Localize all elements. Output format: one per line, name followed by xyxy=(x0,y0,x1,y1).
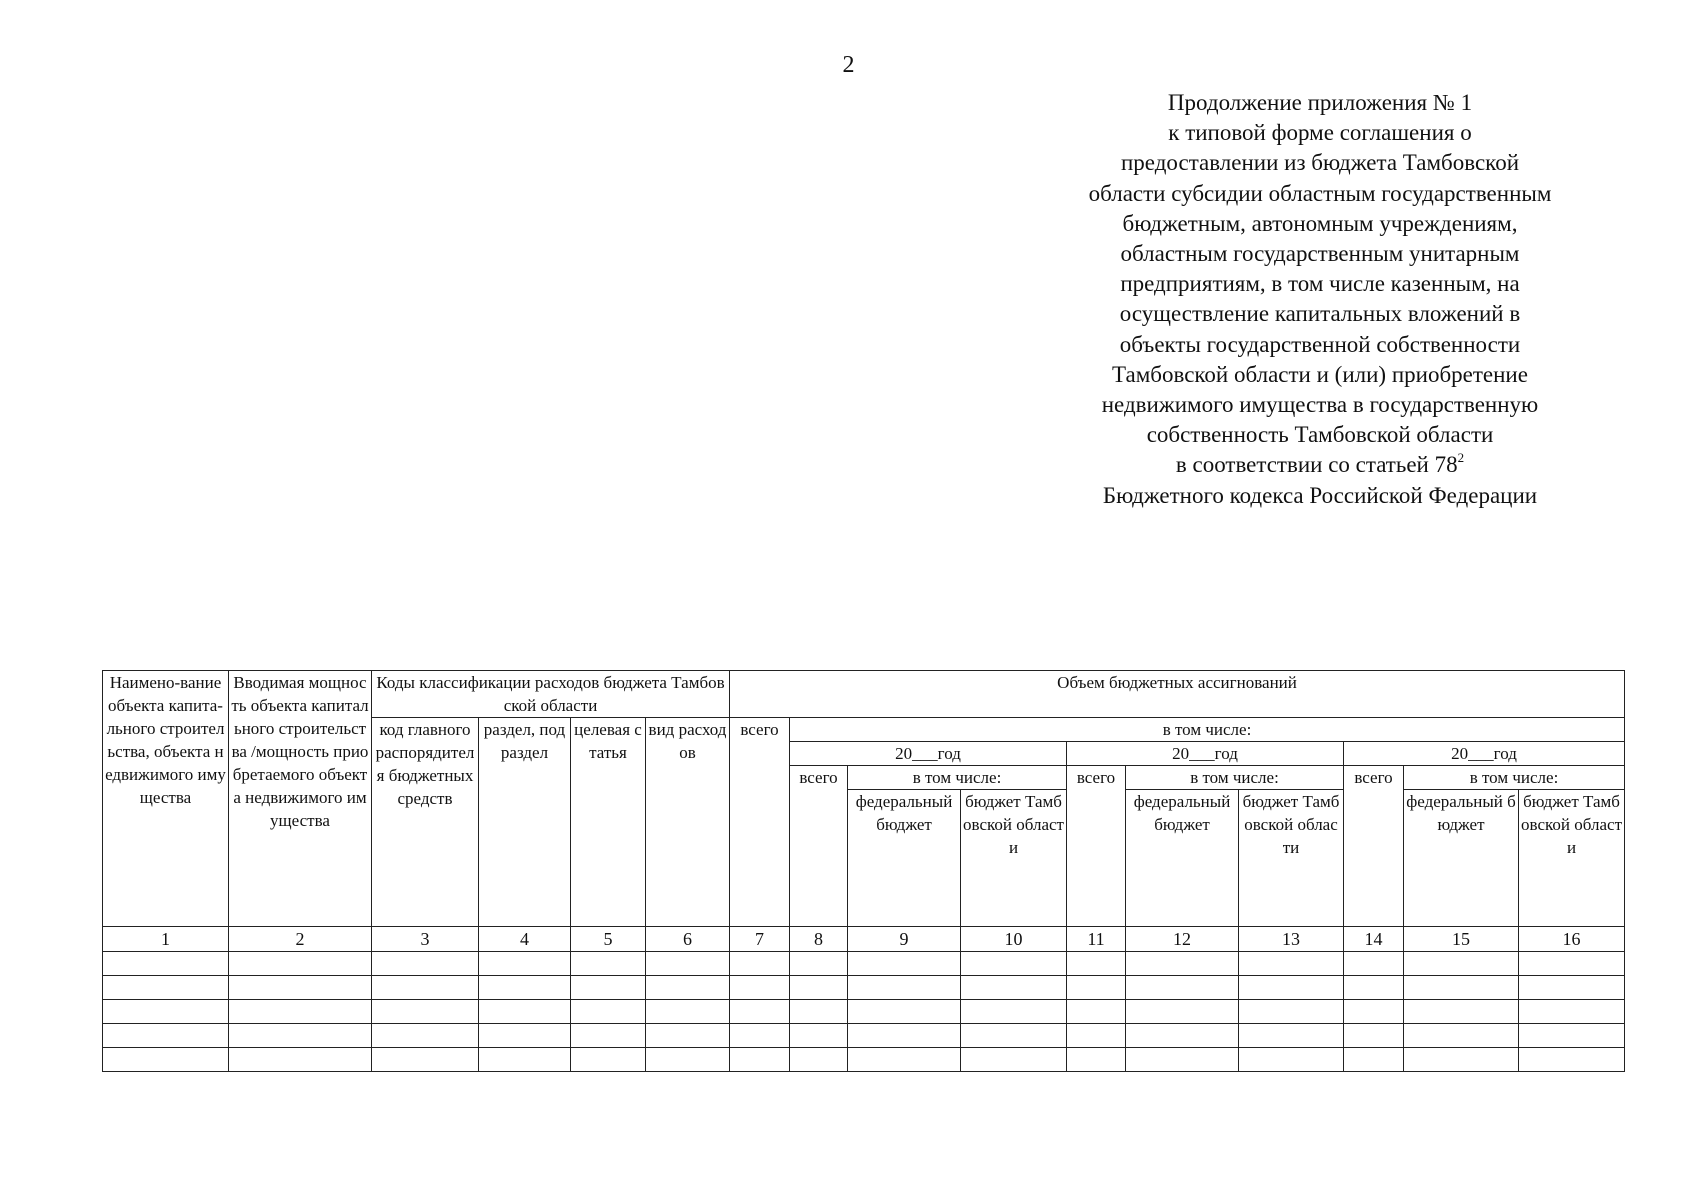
page-number: 2 xyxy=(842,52,855,78)
appendix-line: Продолжение приложения № 1 xyxy=(1167,90,1473,115)
empty-cell xyxy=(1519,1024,1625,1048)
empty-row xyxy=(103,1024,1625,1048)
header-code-main-admin: код главного распорядителя бюджетных средств xyxy=(372,718,479,927)
empty-cell xyxy=(571,952,646,976)
article-superscript: 2 xyxy=(1457,449,1465,465)
empty-cell xyxy=(229,952,372,976)
appendix-line: предоставлении из бюджета Тамбовской xyxy=(1121,150,1519,176)
header-year-3-federal: федеральный бюджет xyxy=(1404,790,1519,927)
empty-cell xyxy=(1404,952,1519,976)
appendix-line: недвижимого имущества в государственную xyxy=(1101,392,1539,418)
empty-cell xyxy=(646,1048,730,1072)
empty-cell xyxy=(1067,1048,1126,1072)
column-number: 12 xyxy=(1126,927,1239,952)
header-object-name: Наимено-вание объекта капита-льного строительства, объекта недвижимого имущества xyxy=(103,671,229,927)
empty-cell xyxy=(1404,1024,1519,1048)
empty-cell xyxy=(479,1048,571,1072)
column-number: 14 xyxy=(1344,927,1404,952)
table-body xyxy=(103,927,1625,1072)
empty-cell xyxy=(730,976,790,1000)
column-number: 3 xyxy=(372,927,479,952)
empty-cell xyxy=(848,1000,961,1024)
header-year-1-total: всего xyxy=(790,766,848,927)
empty-cell xyxy=(730,952,790,976)
column-number: 13 xyxy=(1239,927,1344,952)
appendix-line: собственность Тамбовской области xyxy=(1146,422,1494,448)
empty-cell xyxy=(1344,952,1404,976)
empty-cell xyxy=(229,1024,372,1048)
header-year-2-including: в том числе: xyxy=(1126,766,1344,790)
header-code-section: раздел, подраздел xyxy=(479,718,571,927)
column-number: 7 xyxy=(730,927,790,952)
column-number: 2 xyxy=(229,927,372,952)
empty-cell xyxy=(1239,1024,1344,1048)
column-number: 11 xyxy=(1067,927,1126,952)
column-number: 4 xyxy=(479,927,571,952)
empty-cell xyxy=(103,952,229,976)
header-year-1-regional: бюджет Тамбовской области xyxy=(961,790,1067,927)
column-number: 6 xyxy=(646,927,730,952)
header-year-2: 20___год xyxy=(1067,742,1344,766)
header-year-1-federal: федеральный бюджет xyxy=(848,790,961,927)
empty-cell xyxy=(1239,976,1344,1000)
empty-cell xyxy=(479,976,571,1000)
column-number: 15 xyxy=(1404,927,1519,952)
header-year-1-including: в том числе: xyxy=(848,766,1067,790)
column-number-row xyxy=(103,927,1625,952)
empty-cell xyxy=(1344,1048,1404,1072)
appendix-line: бюджетным, автономным учреждениям, xyxy=(1122,210,1518,236)
empty-cell xyxy=(1344,1024,1404,1048)
empty-cell xyxy=(961,1024,1067,1048)
header-year-3-total: всего xyxy=(1344,766,1404,927)
empty-cell xyxy=(372,1024,479,1048)
empty-cell xyxy=(730,1024,790,1048)
empty-cell xyxy=(229,976,372,1000)
appendix-header xyxy=(1020,88,1620,511)
column-number: 10 xyxy=(961,927,1067,952)
empty-cell xyxy=(1404,976,1519,1000)
header-year-3-including: в том числе: xyxy=(1404,766,1625,790)
empty-cell xyxy=(1067,952,1126,976)
empty-cell xyxy=(571,1048,646,1072)
empty-cell xyxy=(1344,976,1404,1000)
empty-cell xyxy=(479,1000,571,1024)
empty-cell xyxy=(1519,1048,1625,1072)
empty-cell xyxy=(1067,1024,1126,1048)
empty-cell xyxy=(479,1024,571,1048)
empty-cell xyxy=(1126,1000,1239,1024)
empty-cell xyxy=(848,1048,961,1072)
appendix-line: областным государственным унитарным xyxy=(1120,241,1520,267)
header-year-3: 20___год xyxy=(1344,742,1625,766)
empty-cell xyxy=(961,952,1067,976)
empty-cell xyxy=(372,1000,479,1024)
empty-row xyxy=(103,952,1625,976)
empty-cell xyxy=(103,1024,229,1048)
empty-cell xyxy=(1344,1000,1404,1024)
empty-cell xyxy=(730,1048,790,1072)
empty-cell xyxy=(229,1000,372,1024)
article-text: в соответствии со статьей 78 xyxy=(1175,452,1458,478)
empty-cell xyxy=(1126,1048,1239,1072)
empty-cell xyxy=(1239,1000,1344,1024)
empty-cell xyxy=(571,1024,646,1048)
empty-row xyxy=(103,1048,1625,1072)
empty-cell xyxy=(790,1000,848,1024)
appendix-line: осуществление капитальных вложений в xyxy=(1119,301,1521,327)
header-including: в том числе: xyxy=(790,718,1625,742)
empty-cell xyxy=(1404,1000,1519,1024)
appendix-line: к типовой форме соглашения о xyxy=(1168,120,1472,146)
empty-cell xyxy=(1126,952,1239,976)
empty-cell xyxy=(790,976,848,1000)
budget-allocation-table xyxy=(102,670,1625,1072)
empty-cell xyxy=(646,1000,730,1024)
empty-cell xyxy=(571,976,646,1000)
empty-cell xyxy=(1404,1048,1519,1072)
empty-cell xyxy=(1067,976,1126,1000)
empty-cell xyxy=(479,952,571,976)
empty-cell xyxy=(961,1000,1067,1024)
appendix-line: объекты государственной собственности xyxy=(1119,331,1521,357)
empty-cell xyxy=(961,976,1067,1000)
header-total: всего xyxy=(730,718,790,927)
appendix-line: Бюджетного кодекса Российской Федерации xyxy=(1102,482,1538,508)
header-capacity: Вводимая мощность объекта капитального строительства /мощность приобретаемого объекта недвижимого имущества xyxy=(229,671,372,927)
empty-cell xyxy=(646,976,730,1000)
empty-cell xyxy=(790,952,848,976)
column-number: 8 xyxy=(790,927,848,952)
header-year-2-regional: бюджет Тамбовской области xyxy=(1239,790,1344,927)
empty-cell xyxy=(103,1000,229,1024)
empty-cell xyxy=(1239,1048,1344,1072)
empty-cell xyxy=(848,1024,961,1048)
empty-cell xyxy=(1126,976,1239,1000)
empty-cell xyxy=(1126,1024,1239,1048)
column-number: 5 xyxy=(571,927,646,952)
appendix-line-article xyxy=(1020,450,1620,480)
appendix-line: области субсидии областным государственным xyxy=(1088,180,1552,206)
empty-cell xyxy=(1067,1000,1126,1024)
empty-cell xyxy=(103,976,229,1000)
header-code-expense-type: вид расходов xyxy=(646,718,730,927)
empty-cell xyxy=(372,1048,479,1072)
column-number: 9 xyxy=(848,927,961,952)
column-number: 16 xyxy=(1519,927,1625,952)
empty-cell xyxy=(103,1048,229,1072)
column-number: 1 xyxy=(103,927,229,952)
header-year-1: 20___год xyxy=(790,742,1067,766)
header-year-3-regional: бюджет Тамбовской области xyxy=(1519,790,1625,927)
empty-cell xyxy=(646,1024,730,1048)
empty-cell xyxy=(372,976,479,1000)
appendix-line: предприятиям, в том числе казенным, на xyxy=(1120,271,1520,297)
empty-row xyxy=(103,976,1625,1000)
empty-cell xyxy=(1519,976,1625,1000)
header-budget-volume: Объем бюджетных ассигнований xyxy=(730,671,1625,718)
empty-cell xyxy=(790,1024,848,1048)
empty-cell xyxy=(848,976,961,1000)
appendix-line: Тамбовской области и (или) приобретение xyxy=(1112,361,1528,387)
empty-cell xyxy=(372,952,479,976)
empty-row xyxy=(103,1000,1625,1024)
empty-cell xyxy=(961,1048,1067,1072)
empty-cell xyxy=(1239,952,1344,976)
empty-cell xyxy=(1519,952,1625,976)
header-year-2-federal: федеральный бюджет xyxy=(1126,790,1239,927)
empty-cell xyxy=(646,952,730,976)
empty-cell xyxy=(571,1000,646,1024)
empty-cell xyxy=(1519,1000,1625,1024)
empty-cell xyxy=(229,1048,372,1072)
empty-cell xyxy=(730,1000,790,1024)
header-classification-codes: Коды классификации расходов бюджета Тамбовской области xyxy=(372,671,730,718)
empty-cell xyxy=(790,1048,848,1072)
empty-cell xyxy=(848,952,961,976)
header-year-2-total: всего xyxy=(1067,766,1126,927)
header-code-target-article: целевая статья xyxy=(571,718,646,927)
